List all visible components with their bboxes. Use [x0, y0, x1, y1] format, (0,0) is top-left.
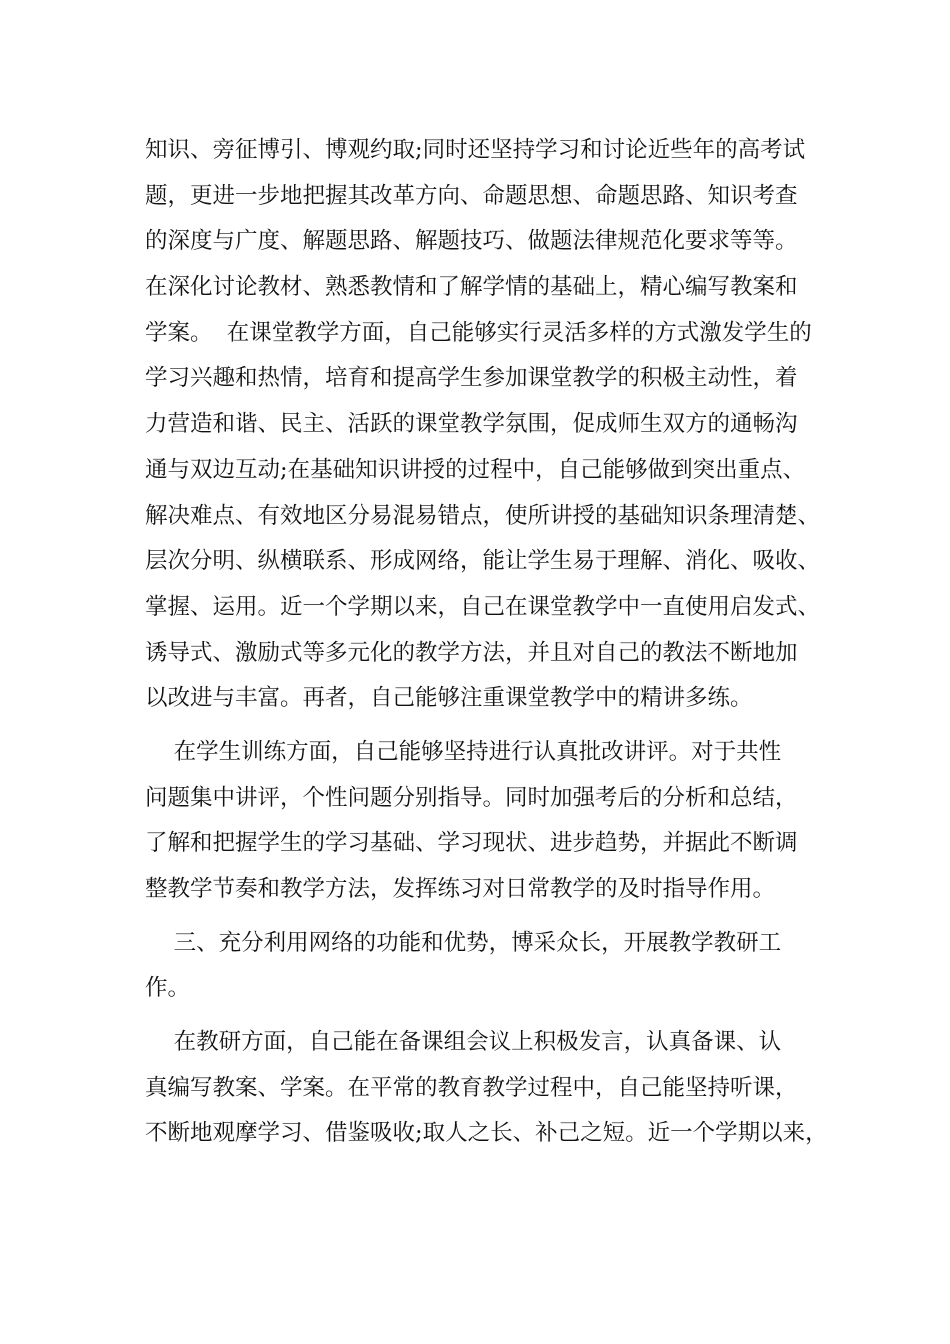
text-line: 整教学节奏和教学方法，发挥练习对日常教学的及时指导作用。: [145, 876, 776, 902]
text-line: 通与双边互动;在基础知识讲授的过程中，自己能够做到突出重点、: [145, 456, 806, 483]
paragraph-gap: [145, 913, 835, 921]
text-line: 学案。 在课堂教学方面，自己能够实行灵活多样的方式激发学生的: [145, 319, 812, 346]
text-line: 力营造和谐、民主、活跃的课堂教学氛围，促成师生双方的通畅沟: [145, 411, 798, 438]
text-line: 诱导式、激励式等多元化的教学方法，并且对自己的教法不断地加: [145, 639, 798, 666]
text-line: 在深化讨论教材、熟悉教情和了解学情的基础上，精心编写教案和: [145, 274, 798, 301]
text-line: 了解和把握学生的学习基础、学习现状、进步趋势，并据此不断调: [145, 830, 798, 857]
paragraph-gap: [145, 1012, 835, 1020]
text-line: 的深度与广度、解题思路、解题技巧、做题法律规范化要求等等。: [145, 228, 798, 255]
text-line: 解决难点、有效地区分易混易错点，使所讲授的基础知识条理清楚、: [145, 502, 821, 529]
text-line: 不断地观摩学习、借鉴吸收;取人之长、补己之短。近一个学期以来，: [145, 1120, 828, 1147]
text-line: 问题集中讲评，个性问题分别指导。同时加强考后的分析和总结，: [145, 784, 798, 811]
text-line: 知识、旁征博引、博观约取;同时还坚持学习和讨论近些年的高考试: [145, 137, 806, 163]
text-line: 在学生训练方面，自己能够坚持进行认真批改讲评。对于共性: [145, 738, 782, 765]
text-line: 题，更进一步地把握其改革方向、命题思想、命题思路、知识考查: [145, 182, 798, 209]
text-line: 以改进与丰富。再者，自己能够注重课堂教学中的精讲多练。: [145, 685, 753, 712]
section-heading-line: 作。: [145, 975, 191, 1002]
paragraph-gap: [145, 722, 835, 730]
text-line: 真编写教案、学案。在平常的教育教学过程中，自己能坚持听课，: [145, 1074, 798, 1101]
body-text: [145, 128, 835, 1157]
text-line: 掌握、运用。近一个学期以来，自己在课堂教学中一直使用启发式、: [145, 593, 821, 620]
section-heading-line: 三、充分利用网络的功能和优势，博采众长，开展教学教研工: [145, 929, 782, 956]
text-line: 层次分明、纵横联系、形成网络，能让学生易于理解、消化、吸收、: [145, 548, 821, 575]
text-line: 在教研方面，自己能在备课组会议上积极发言，认真备课、认: [145, 1029, 782, 1056]
text-line: 学习兴趣和热情，培育和提高学生参加课堂教学的积极主动性，着: [145, 365, 798, 392]
